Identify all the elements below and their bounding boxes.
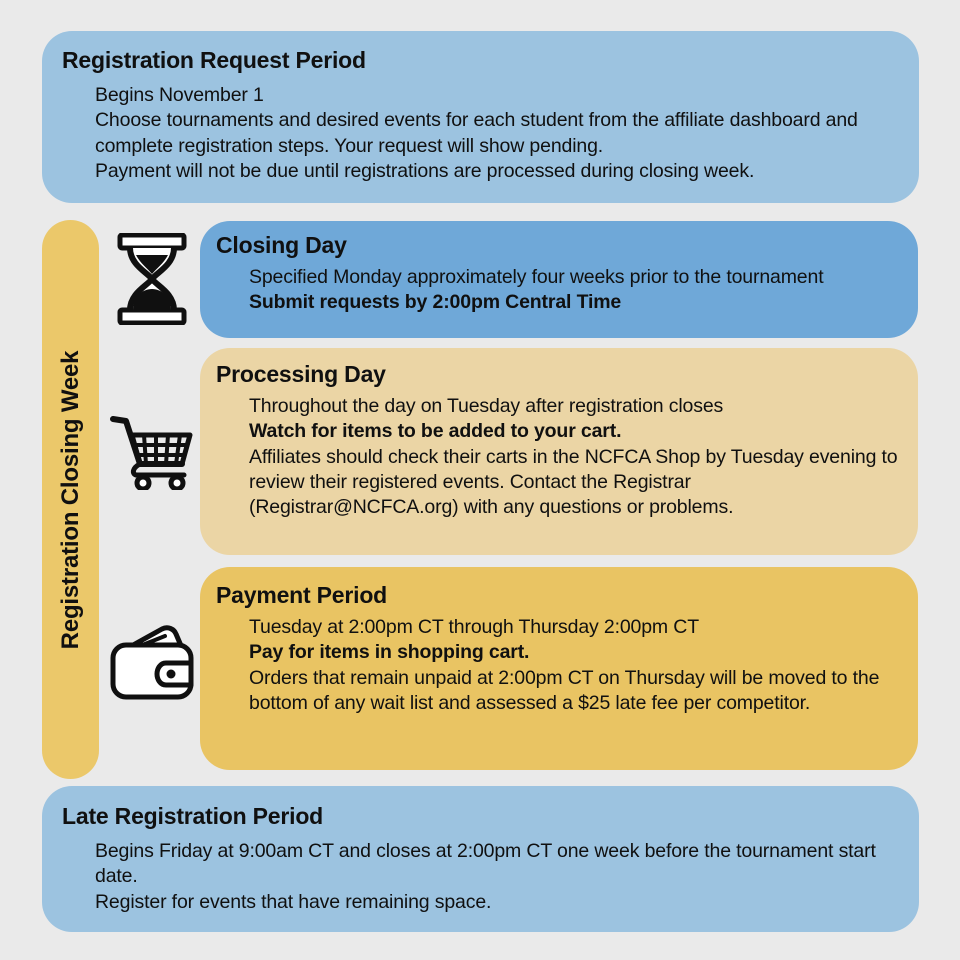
sidebar-label-registration-closing-week: Registration Closing Week bbox=[56, 350, 84, 649]
payment-line-2: Pay for items in shopping cart. bbox=[249, 641, 530, 664]
card-late-registration-period bbox=[42, 786, 919, 932]
card-body-registration-request-period bbox=[62, 83, 893, 184]
card-processing-day bbox=[200, 348, 918, 555]
processing-line-2: Watch for items to be added to your cart. bbox=[249, 420, 622, 443]
card-body-processing-day bbox=[216, 394, 898, 520]
request-line-2: Choose tournaments and desired events for each student from the affiliate dashboard and complete registration steps. Your request will show pending. bbox=[95, 109, 858, 157]
card-title-registration-request-period: Registration Request Period bbox=[62, 47, 366, 73]
card-closing-day bbox=[200, 221, 918, 338]
card-body-closing-day bbox=[216, 265, 898, 315]
card-body-late-registration-period bbox=[62, 839, 893, 914]
card-title-processing-day: Processing Day bbox=[216, 361, 386, 387]
payment-line-1: Tuesday at 2:00pm CT through Thursday 2:00pm CT bbox=[249, 616, 699, 639]
late-line-1: Begins Friday at 9:00am CT and closes at 2:00pm CT one week before the tournament start date. bbox=[95, 840, 876, 888]
shopping-cart-icon bbox=[104, 398, 200, 506]
payment-line-3: Orders that remain unpaid at 2:00pm CT on Thursday will be moved to the bottom of any wait list and assessed a $25 late fee per competitor. bbox=[249, 666, 880, 714]
card-title-closing-day: Closing Day bbox=[216, 232, 347, 258]
request-line-1: Begins November 1 bbox=[95, 84, 264, 107]
processing-line-3: Affiliates should check their carts in the NCFCA Shop by Tuesday evening to review their registered events. Contact the Registrar (Registrar@NCFCA.org) with any questions or problems. bbox=[249, 445, 898, 518]
request-line-3: Payment will not be due until registrations are processed during closing week. bbox=[95, 159, 755, 182]
card-payment-period bbox=[200, 567, 918, 770]
sidebar-registration-closing-week bbox=[42, 220, 99, 779]
card-registration-request-period bbox=[42, 31, 919, 203]
closing-line-1: Specified Monday approximately four weeks prior to the tournament bbox=[249, 266, 824, 289]
late-line-2: Register for events that have remaining space. bbox=[95, 890, 492, 913]
closing-line-2: Submit requests by 2:00pm Central Time bbox=[249, 291, 622, 314]
processing-line-1: Throughout the day on Tuesday after registration closes bbox=[249, 395, 724, 418]
wallet-icon bbox=[104, 612, 200, 712]
card-body-payment-period bbox=[216, 615, 898, 716]
hourglass-icon bbox=[104, 222, 200, 336]
card-title-late-registration-period: Late Registration Period bbox=[62, 803, 324, 829]
card-title-payment-period: Payment Period bbox=[216, 582, 388, 608]
